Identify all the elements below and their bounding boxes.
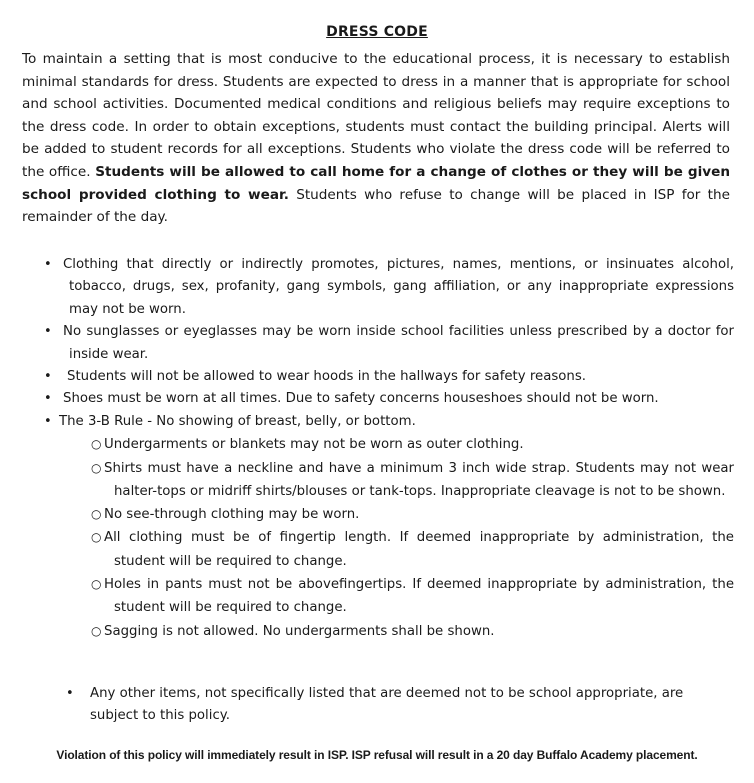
circle-bullet-icon: ○ bbox=[91, 507, 102, 522]
bullet-icon: • bbox=[66, 686, 74, 701]
sub-rule-item bbox=[91, 503, 734, 526]
intro-text-end: Students who refuse to change will be placed in ISP for the remainder of the day. bbox=[22, 186, 730, 226]
rule-text: No sunglasses or eyeglasses may be worn inside school facilities unless prescribed by a doctor for inside wear. bbox=[63, 324, 734, 362]
rules-list bbox=[44, 254, 734, 643]
rule-text: Clothing that directly or indirectly promotes, pictures, names, mentions, or insinuates alcohol, tobacco, drugs, sex, profanity, gang symbols, gang affiliation, or any inappropriate expressions may not be worn. bbox=[63, 257, 734, 317]
sub-rule-text: Holes in pants must not be abovefingertips. If deemed inappropriate by administration, the student will be required to change. bbox=[104, 577, 734, 616]
other-item bbox=[66, 683, 726, 726]
intro-paragraph bbox=[22, 48, 730, 229]
bullet-icon: • bbox=[44, 391, 52, 407]
sub-rule-text: No see-through clothing may be worn. bbox=[104, 507, 360, 523]
other-items-list bbox=[66, 683, 726, 726]
rule-item bbox=[44, 321, 734, 366]
bullet-icon: • bbox=[44, 324, 52, 340]
circle-bullet-icon: ○ bbox=[91, 460, 102, 475]
sub-rule-text: All clothing must be of fingertip length. If deemed inappropriate by administration, the student will be required to change. bbox=[104, 530, 734, 569]
policy-violation-footer: Violation of this policy will immediately result in ISP. ISP refusal will result in a 20 day Buffalo Academy placement. bbox=[56, 748, 698, 762]
sub-rule-item bbox=[91, 573, 734, 620]
rule-item bbox=[44, 388, 734, 410]
bullet-icon: • bbox=[44, 257, 52, 272]
rule-item bbox=[44, 411, 734, 643]
sub-rule-item bbox=[91, 433, 734, 456]
rule-text: Students will not be allowed to wear hoods in the hallways for safety reasons. bbox=[67, 369, 587, 385]
three-b-sublist bbox=[59, 433, 734, 643]
sub-rule-text: Sagging is not allowed. No undergarments shall be shown. bbox=[104, 623, 495, 639]
rule-text: Shoes must be worn at all times. Due to safety concerns houseshoes should not be worn. bbox=[63, 391, 659, 407]
circle-bullet-icon: ○ bbox=[91, 437, 102, 452]
sub-rule-item bbox=[91, 526, 734, 573]
rule-item bbox=[44, 366, 734, 388]
sub-rule-text: Shirts must have a neckline and have a minimum 3 inch wide strap. Students may not wear halter-tops or midriff shirts/blouses or tank-tops. Inappropriate cleavage is not to be shown. bbox=[104, 460, 734, 499]
intro-text: To maintain a setting that is most conducive to the educational process, it is necessary to establish minimal standards for dress. Students are expected to dress in a manner that is appropriate for school and school activities. Documented medical conditions and religious beliefs may require exceptions to the dress code. In order to obtain exceptions, students must contact the building principal. Alerts will be added to student records for all exceptions. Students who violate the dress code will be referred to the office. bbox=[22, 51, 730, 180]
circle-bullet-icon: ○ bbox=[91, 623, 102, 638]
sub-rule-item bbox=[91, 620, 734, 643]
rule-text: The 3-B Rule - No showing of breast, belly, or bottom. bbox=[59, 413, 416, 429]
other-item-text: Any other items, not specifically listed that are deemed not to be school appropriate, are subject to this policy. bbox=[90, 686, 684, 723]
circle-bullet-icon: ○ bbox=[91, 577, 102, 592]
sub-rule-text: Undergarments or blankets may not be worn as outer clothing. bbox=[104, 437, 524, 453]
intro-bold-text: Students will be allowed to call home for a change of clothes or they will be given school provided clothing to wear. bbox=[22, 163, 731, 203]
rule-item bbox=[44, 254, 734, 321]
circle-bullet-icon: ○ bbox=[91, 530, 102, 545]
sub-rule-item bbox=[91, 457, 734, 504]
bullet-icon: • bbox=[44, 413, 52, 429]
bullet-icon: • bbox=[44, 369, 52, 385]
page-title: DRESS CODE bbox=[326, 24, 428, 40]
